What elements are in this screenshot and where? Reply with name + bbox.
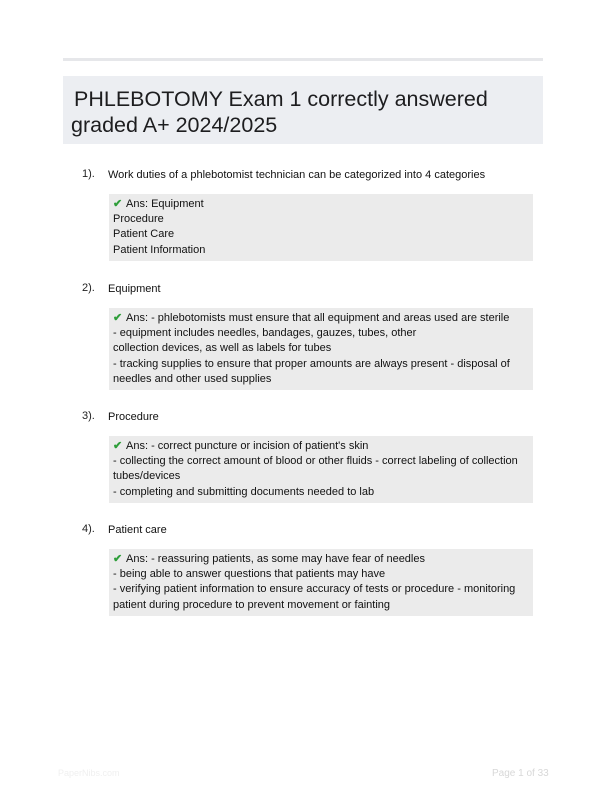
answer-box xyxy=(109,194,533,261)
answer-line: patient during procedure to prevent movement or fainting xyxy=(113,598,390,611)
answer-line: Patient Information xyxy=(113,243,206,256)
answer-line: ✔ Ans: - phlebotomists must ensure that all equipment and areas used are sterile xyxy=(113,311,529,326)
checkmark-icon: ✔ xyxy=(113,198,123,210)
page-title: PHLEBOTOMY Exam 1 correctly answered graded A+ 2024/2025 xyxy=(71,87,488,137)
answer-line: - equipment includes needles, bandages, gauzes, tubes, other xyxy=(113,327,417,340)
checkmark-icon: ✔ xyxy=(113,312,123,324)
answer-box xyxy=(109,308,533,390)
page-number: Page 1 of 33 xyxy=(492,768,549,779)
answer-box xyxy=(109,436,533,503)
question-number: 4). xyxy=(82,523,95,535)
answer-line: Procedure xyxy=(113,213,164,226)
checkmark-icon: ✔ xyxy=(113,440,123,452)
question-text: Equipment xyxy=(108,283,161,295)
answer-line: - collecting the correct amount of blood or other fluids - correct labeling of collection xyxy=(113,455,518,468)
watermark-text: PaperNibs.com xyxy=(58,768,120,778)
question-number: 2). xyxy=(82,282,95,294)
answer-line: collection devices, as well as labels for tubes xyxy=(113,342,332,355)
title-banner xyxy=(63,76,543,144)
answer-line: ✔ Ans: - correct puncture or incision of patient's skin xyxy=(113,439,529,454)
question-text: Procedure xyxy=(108,411,159,423)
answer-line: - completing and submitting documents needed to lab xyxy=(113,485,375,498)
answer-line: - verifying patient information to ensure accuracy of tests or procedure - monitoring xyxy=(113,583,516,596)
answer-line: tubes/devices xyxy=(113,470,181,483)
question-number: 3). xyxy=(82,410,95,422)
question-text: Patient care xyxy=(108,524,167,536)
answer-line: Patient Care xyxy=(113,228,175,241)
answer-line: ✔ Ans: - reassuring patients, as some may have fear of needles xyxy=(113,552,529,567)
question-number: 1). xyxy=(82,168,95,180)
answer-line: - tracking supplies to ensure that proper amounts are always present - disposal of xyxy=(113,357,510,370)
answer-line: ✔ Ans: Equipment xyxy=(113,197,529,212)
top-divider xyxy=(63,58,543,61)
answer-line: - being able to answer questions that patients may have xyxy=(113,568,386,581)
answer-box xyxy=(109,549,533,616)
checkmark-icon: ✔ xyxy=(113,553,123,565)
question-text: Work duties of a phlebotomist technician can be categorized into 4 categories xyxy=(108,169,486,181)
answer-line: needles and other used supplies xyxy=(113,372,272,385)
